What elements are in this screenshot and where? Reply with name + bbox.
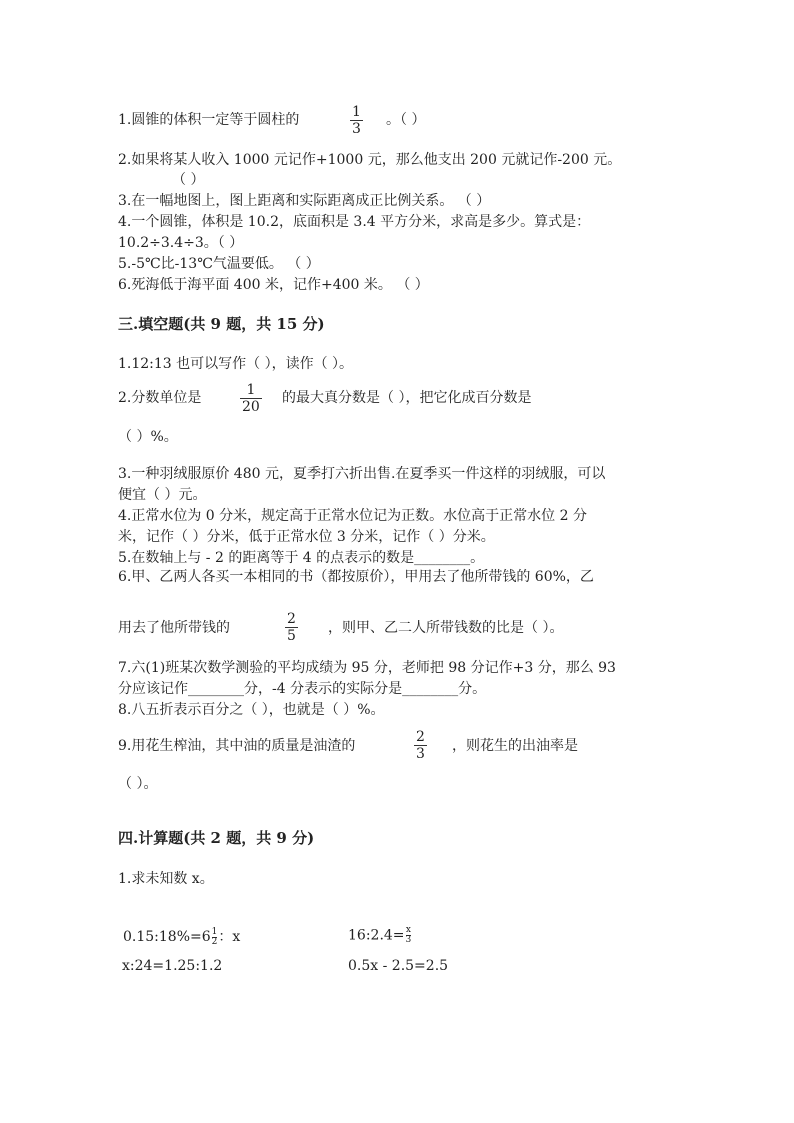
fill-q3-line1: 3.一种羽绒服原价 480 元，夏季打六折出售.在夏季买一件这样的羽绒服，可以 bbox=[118, 466, 606, 482]
fill-q2-text-b: 的最大真分数是（ ），把它化成百分数是 bbox=[282, 390, 532, 406]
fill-q4-line2: 米，记作（ ）分米，低于正常水位 3 分米，记作（ ）分米。 bbox=[118, 529, 495, 545]
judge-q4-line2: 10.2÷3.4÷3。（ ） bbox=[118, 235, 244, 251]
calc-q1: 1.求未知数 x。 bbox=[118, 871, 214, 887]
fraction-denominator: 3 bbox=[416, 746, 425, 762]
judge-q5: 5.-5℃比-13℃气温要低。 （ ） bbox=[118, 256, 320, 272]
equation-2-left: 16:2.4= bbox=[348, 927, 405, 944]
fill-q2-fraction bbox=[240, 382, 262, 415]
fill-q3-line2: 便宜（ ）元。 bbox=[118, 487, 207, 503]
fill-q9-text-b: ，则花生的出油率是 bbox=[452, 738, 578, 754]
judge-q2-answer: （ ） bbox=[172, 172, 205, 188]
fraction-denominator: 2 bbox=[211, 936, 218, 947]
fraction-denominator: 20 bbox=[242, 399, 260, 415]
fill-q7-line2: 分应该记作________分，-4 分表示的实际分是________分。 bbox=[118, 681, 487, 697]
fill-q2-text: 2.分数单位是 bbox=[118, 390, 202, 406]
judge-q6: 6.死海低于海平面 400 米，记作+400 米。 （ ） bbox=[118, 277, 429, 293]
equation-2-fraction bbox=[406, 926, 412, 945]
fill-q6-line1: 6.甲、乙两人各买一本相同的书（都按原价），甲用去了他所带钱的 60%，乙 bbox=[118, 569, 594, 585]
fraction-denominator: 3 bbox=[352, 121, 361, 137]
fill-q7-line1: 7.六(1)班某次数学测验的平均成绩为 95 分，老师把 98 分记作+3 分，那么 93 bbox=[118, 660, 616, 676]
section4-title: 四.计算题(共 2 题，共 9 分) bbox=[118, 829, 315, 847]
fill-q6-text-c: ，则甲、乙二人所带钱数的比是（ ）。 bbox=[328, 620, 564, 636]
equation-1-left: 0.15:18%=6 bbox=[123, 929, 211, 945]
equation-1 bbox=[123, 926, 240, 947]
judge-q4-line1: 4.一个圆锥，体积是 10.2，底面积是 3.4 平方分米，求高是多少。算式是： bbox=[118, 214, 591, 230]
fraction-numerator: x bbox=[405, 925, 411, 935]
fill-q9-text: 9.用花生榨油，其中油的质量是油渣的 bbox=[118, 738, 356, 754]
fill-q8: 8.八五折表示百分之（ ），也就是（ ）%。 bbox=[118, 702, 385, 718]
fill-q1: 1.12:13 也可以写作（ ），读作（ ）。 bbox=[118, 356, 354, 372]
judge-q1-answer: 。（ ） bbox=[386, 112, 426, 128]
fill-q5: 5.在数轴上与 - 2 的距离等于 4 的点表示的数是________。 bbox=[118, 550, 485, 566]
fill-q9-answer: （ ）。 bbox=[118, 776, 158, 792]
fill-q9-fraction bbox=[414, 729, 427, 762]
judge-q3: 3.在一幅地图上，图上距离和实际距离成正比例关系。 （ ） bbox=[118, 193, 491, 209]
equation-4: 0.5x - 2.5=2.5 bbox=[348, 958, 449, 974]
fraction-numerator: 2 bbox=[287, 611, 296, 627]
fraction-denominator: 5 bbox=[287, 628, 296, 644]
judge-q2-line1: 2.如果将某人收入 1000 元记作+1000 元，那么他支出 200 元就记作-200 元。 bbox=[118, 152, 622, 168]
fill-q2-answer: （ ）%。 bbox=[118, 429, 178, 445]
fraction-numerator: 1 bbox=[352, 104, 361, 120]
fraction-numerator: 2 bbox=[416, 729, 425, 745]
judge-q1-text: 1.圆锥的体积一定等于圆柱的 bbox=[118, 112, 300, 128]
section3-title: 三.填空题(共 9 题，共 15 分) bbox=[118, 315, 325, 333]
equation-1-right: ：x bbox=[218, 929, 241, 945]
fraction-denominator: 3 bbox=[405, 935, 412, 945]
equation-3: x:24=1.25:1.2 bbox=[122, 958, 223, 974]
fill-q6-fraction bbox=[285, 611, 298, 644]
fill-q6-text: 用去了他所带钱的 bbox=[118, 620, 230, 636]
equation-1-fraction bbox=[212, 928, 218, 947]
fraction-numerator: 1 bbox=[246, 382, 256, 398]
fill-q4-line1: 4.正常水位为 0 分米，规定高于正常水位记为正数。水位高于正常水位 2 分 bbox=[118, 508, 587, 524]
judge-q1 bbox=[118, 111, 299, 129]
judge-q1-fraction bbox=[350, 104, 363, 137]
fraction-numerator: 1 bbox=[211, 926, 218, 937]
equation-2 bbox=[348, 926, 412, 945]
